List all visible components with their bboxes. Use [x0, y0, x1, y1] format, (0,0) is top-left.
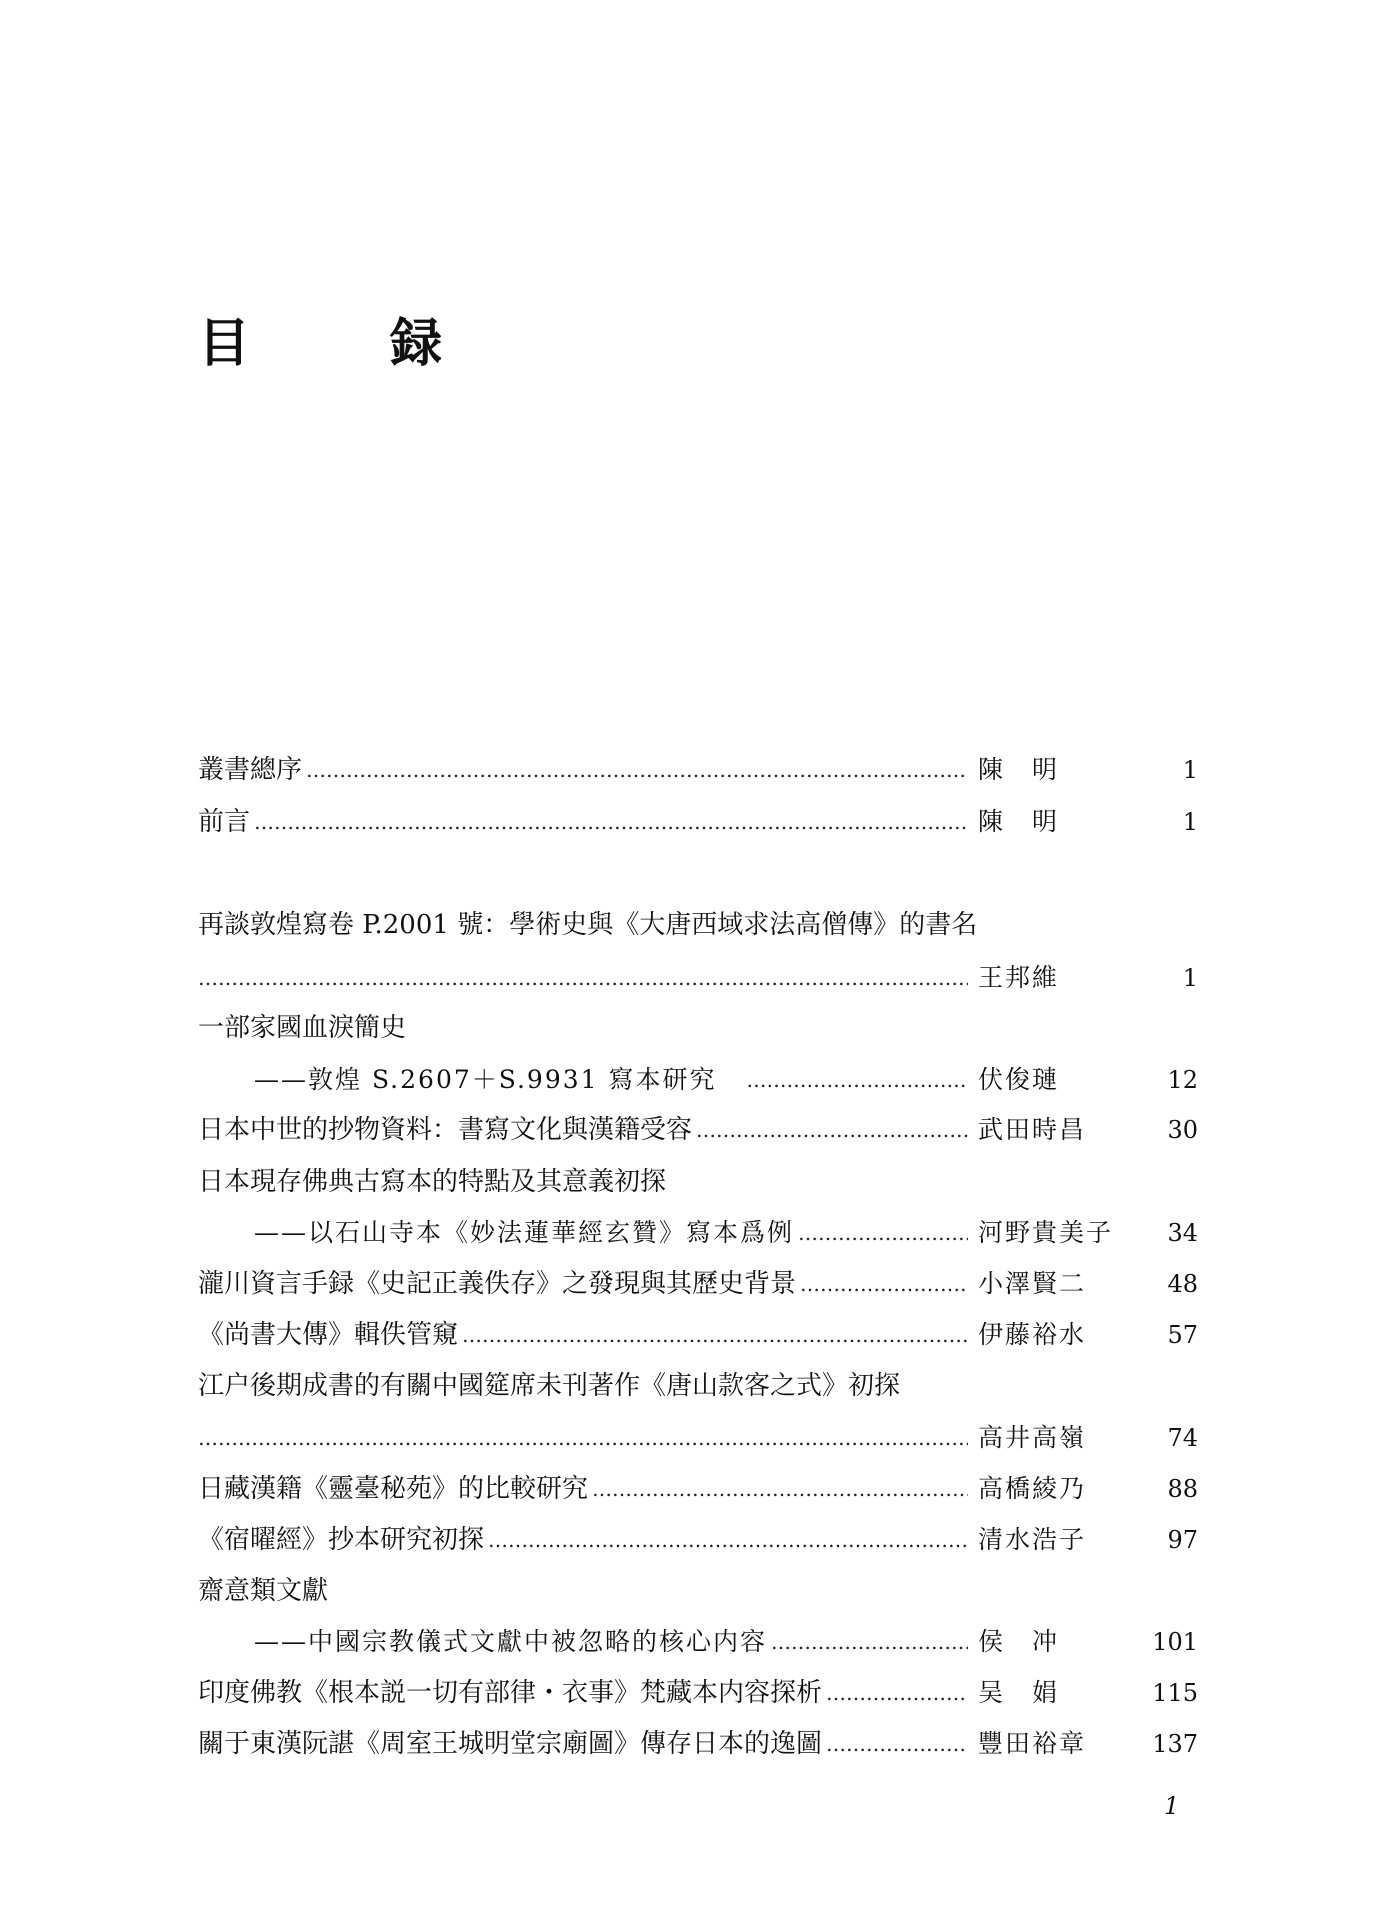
toc-entry — [198, 1724, 1198, 1764]
toc-entry — [198, 1469, 1198, 1509]
leader-dots — [592, 1469, 968, 1509]
entry-title: 日本現存佛典古寫本的特點及其意義初探 — [198, 1167, 667, 1197]
entry-author: 清水浩子 — [978, 1525, 1087, 1554]
entry-page: 101 — [1152, 1628, 1198, 1656]
toc-entry-continuation — [198, 958, 1198, 998]
entry-page: 34 — [1167, 1219, 1198, 1247]
entry-author: 侯 冲 — [978, 1627, 1060, 1656]
entry-title: 《宿曜經》抄本研究初探 — [198, 1525, 485, 1555]
leader-dots — [747, 1060, 968, 1100]
leader-dots — [800, 1264, 968, 1304]
entry-title: 關于東漢阮諶《周室王城明堂宗廟圖》傳存日本的逸圖 — [198, 1729, 823, 1759]
leader-dots — [826, 1724, 968, 1764]
entry-page: 57 — [1167, 1321, 1198, 1349]
entry-author: 王邦維 — [978, 963, 1060, 992]
page-title: 目 録 — [198, 313, 487, 374]
entry-page: 1 — [1182, 964, 1198, 992]
entry-title: 日藏漢籍《靈臺秘苑》的比較研究 — [198, 1474, 589, 1504]
entry-title: 瀧川資言手録《史記正義佚存》之發現與其歷史背景 — [198, 1269, 797, 1299]
entry-page: 74 — [1167, 1424, 1198, 1452]
entry-author: 高井高嶺 — [978, 1423, 1087, 1452]
toc-entry — [198, 1110, 1198, 1150]
entry-title: 一部家國血淚簡史 — [198, 1013, 407, 1043]
leader-dots — [254, 802, 968, 842]
toc-entry-title-line — [198, 1008, 1198, 1048]
entry-page: 48 — [1167, 1270, 1198, 1298]
toc-entry — [198, 1520, 1198, 1560]
leader-dots — [462, 1315, 968, 1355]
toc-entry-title-line — [198, 1366, 1198, 1406]
entry-page: 12 — [1167, 1066, 1198, 1094]
toc-entry-subtitle-line — [198, 1622, 1198, 1662]
toc-entry — [198, 1264, 1198, 1304]
entry-title: 叢書總序 — [198, 755, 303, 785]
entry-author: 陳 明 — [978, 755, 1060, 784]
leader-dots — [771, 1622, 968, 1662]
entry-page: 137 — [1152, 1730, 1198, 1758]
entry-page: 115 — [1152, 1679, 1198, 1707]
entry-title: 再談敦煌寫卷 P.2001 號：學術史與《大唐西域求法高僧傳》的書名 — [198, 910, 978, 940]
leader-dots — [696, 1110, 968, 1150]
entry-title: 印度佛教《根本説一切有部律・衣事》梵藏本内容探析 — [198, 1678, 823, 1708]
toc-entry-subtitle-line — [198, 1060, 1198, 1100]
toc-entry-continuation — [198, 1418, 1198, 1458]
entry-title: 江户後期成書的有關中國筵席未刊著作《唐山款客之式》初探 — [198, 1371, 901, 1401]
leader-dots — [306, 750, 968, 790]
entry-author: 吴 娟 — [978, 1678, 1060, 1707]
entry-author: 伏俊璉 — [978, 1065, 1060, 1094]
entry-author: 豐田裕章 — [978, 1729, 1087, 1758]
toc-entry-title-line — [198, 1162, 1198, 1202]
leader-dots — [798, 1213, 968, 1253]
page-number: 1 — [1164, 1792, 1180, 1820]
toc-entry-subtitle-line — [198, 1213, 1198, 1253]
toc-entry — [198, 802, 1198, 842]
entry-title: 前言 — [198, 807, 251, 837]
entry-title: 日本中世的抄物資料：書寫文化與漢籍受容 — [198, 1115, 693, 1145]
entry-page: 1 — [1182, 808, 1198, 836]
leader-dots — [826, 1673, 968, 1713]
entry-author: 高橋綾乃 — [978, 1474, 1087, 1503]
entry-author: 陳 明 — [978, 807, 1060, 836]
entry-page: 1 — [1182, 756, 1198, 784]
entry-author: 河野貴美子 — [978, 1218, 1114, 1247]
entry-author: 伊藤裕水 — [978, 1320, 1087, 1349]
leader-dots — [198, 958, 968, 998]
entry-subtitle: ——以石山寺本《妙法蓮華經玄贊》寫本爲例 — [254, 1218, 795, 1247]
entry-page: 30 — [1167, 1116, 1198, 1144]
entry-title: 《尚書大傳》輯佚管窺 — [198, 1320, 459, 1350]
entry-title: 齋意類文獻 — [198, 1576, 329, 1606]
toc-entry-title-line — [198, 1571, 1198, 1611]
toc-entry — [198, 1673, 1198, 1713]
toc-entry — [198, 1315, 1198, 1355]
entry-subtitle: ——敦煌 S.2607＋S.9931 寫本研究 — [254, 1065, 717, 1094]
entry-subtitle: ——中國宗教儀式文獻中被忽略的核心内容 — [254, 1627, 768, 1656]
entry-page: 97 — [1167, 1526, 1198, 1554]
toc-entry-title-line — [198, 905, 1198, 945]
toc-entry — [198, 750, 1198, 790]
entry-author: 小澤賢二 — [978, 1269, 1087, 1298]
leader-dots — [198, 1418, 968, 1458]
leader-dots — [488, 1520, 968, 1560]
entry-author: 武田時昌 — [978, 1115, 1087, 1144]
entry-page: 88 — [1167, 1475, 1198, 1503]
